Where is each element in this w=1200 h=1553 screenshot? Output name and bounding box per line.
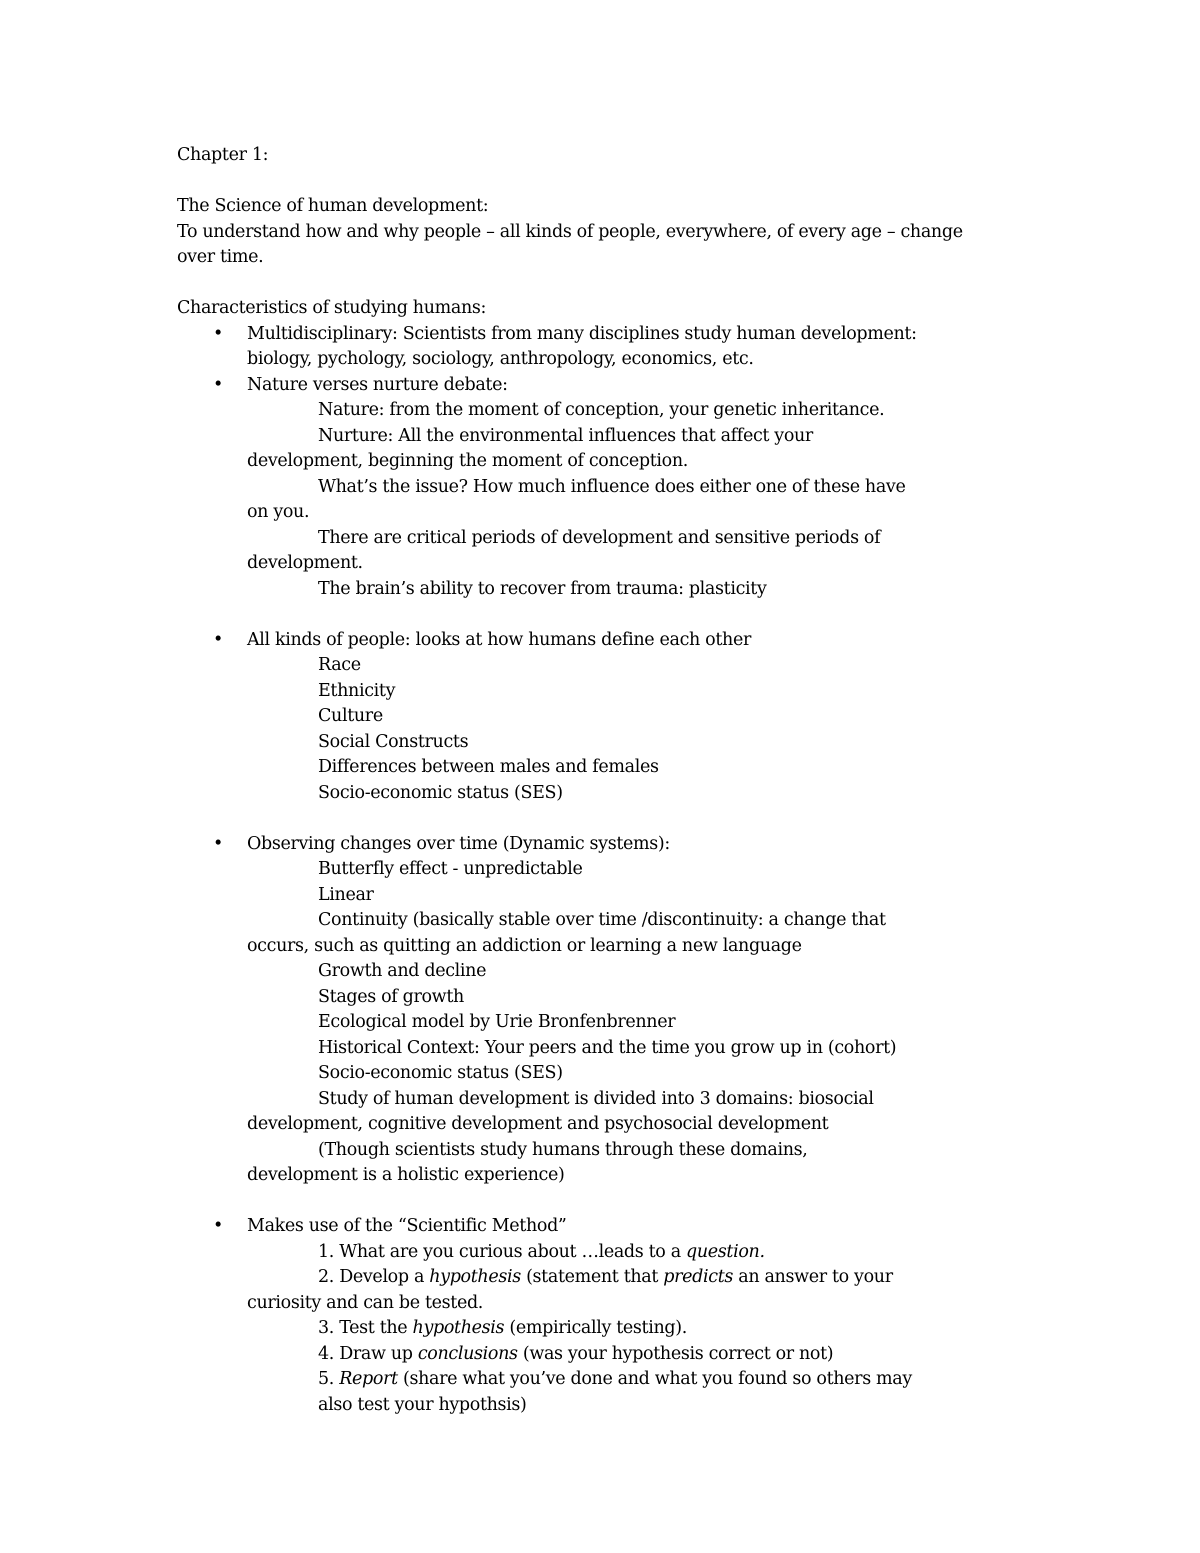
sub-item: (Though scientists study humans through these domains,	[318, 1139, 808, 1160]
method-step-3	[177, 1316, 1037, 1342]
step-text: 3. Test the	[318, 1318, 413, 1338]
step-text: (share what you’ve done and what you found so others may	[397, 1369, 912, 1389]
sub-item: Butterfly effect - unpredictable	[318, 859, 583, 879]
bullet-scientific-method	[177, 1214, 1037, 1240]
bullet-text: All kinds of people: looks at how humans define each other	[247, 629, 751, 650]
sub-item: Ethnicity	[318, 680, 396, 701]
continuation-line: also test your hypothsis)	[318, 1394, 527, 1415]
sub-item: Socio-economic status (SES)	[318, 782, 563, 803]
sub-item: Linear	[318, 884, 374, 905]
sub-item: Social Constructs	[318, 731, 469, 752]
method-step-5	[177, 1367, 1037, 1393]
step-text: 1. What are you curious about …leads to a	[318, 1241, 687, 1262]
step-text: 5.	[318, 1369, 340, 1389]
continuation-line: development, cognitive development and psychosocial development	[247, 1114, 829, 1134]
step-emphasis: conclusions	[417, 1343, 518, 1364]
step-emphasis: question.	[686, 1241, 765, 1262]
step-text: an answer to your	[733, 1267, 893, 1287]
sub-item: Socio-economic status (SES)	[318, 1063, 563, 1083]
bullet-multidisciplinary	[177, 322, 1037, 348]
sub-item: Nurture: All the environmental influences that affect your	[318, 425, 813, 446]
sub-item: Ecological model by Urie Bronfenbrenner	[318, 1012, 676, 1032]
continuation-line: on you.	[247, 502, 310, 522]
method-step-2	[177, 1265, 1037, 1291]
step-text: 2. Develop a	[318, 1267, 430, 1287]
step-emphasis: Report	[339, 1369, 398, 1389]
step-text: (was your hypothesis correct or not)	[517, 1343, 834, 1364]
definition-line: over time.	[177, 247, 264, 267]
sub-item: Growth and decline	[318, 961, 487, 981]
bullet-kinds-of-people	[177, 628, 1037, 654]
bullet-text: Observing changes over time (Dynamic systems):	[247, 833, 670, 854]
continuation-line: development.	[247, 553, 363, 573]
sub-item: There are critical periods of development and sensitive periods of	[318, 527, 881, 548]
bullet-nature-nurture	[177, 373, 1037, 399]
step-emphasis: predicts	[663, 1267, 734, 1287]
bullet-observing-changes	[177, 832, 1037, 858]
step-emphasis: hypothesis	[412, 1318, 505, 1338]
step-text: (empirically testing).	[504, 1318, 687, 1338]
sub-item: Race	[318, 655, 361, 675]
sub-item: The brain’s ability to recover from trauma: plasticity	[318, 578, 767, 599]
document-body	[177, 143, 1037, 1418]
continuation-line: curiosity and can be tested.	[247, 1292, 484, 1313]
sub-item: Stages of growth	[318, 986, 464, 1007]
continuation-line: biology, pychology, sociology, anthropology, economics, etc.	[247, 349, 754, 369]
sub-item: Nature: from the moment of conception, your genetic inheritance.	[318, 400, 885, 420]
bullet-dot: •	[213, 374, 223, 395]
bullet-dot: •	[213, 833, 223, 854]
continuation-line: development is a holistic experience)	[247, 1165, 565, 1185]
sub-item: Differences between males and females	[318, 757, 659, 777]
bullet-text: Multidisciplinary: Scientists from many disciplines study human development:	[247, 323, 917, 344]
continuation-line: occurs, such as quitting an addiction or learning a new language	[247, 935, 802, 956]
bullet-dot: •	[213, 629, 223, 650]
method-step-4	[177, 1342, 1037, 1368]
section-heading-science: The Science of human development:	[177, 196, 489, 216]
bullet-dot: •	[213, 323, 223, 344]
sub-item: What’s the issue? How much influence does either one of these have	[318, 476, 906, 497]
bullet-text: Nature verses nurture debate:	[247, 374, 508, 395]
step-text: (statement that	[520, 1267, 664, 1287]
sub-item: Continuity (basically stable over time /discontinuity: a change that	[318, 910, 886, 930]
bullet-text: Makes use of the “Scientific Method”	[247, 1216, 567, 1236]
sub-item: Historical Context: Your peers and the time you grow up in (cohort)	[318, 1037, 897, 1058]
step-emphasis: hypothesis	[429, 1267, 521, 1287]
continuation-line: development, beginning the moment of conception.	[247, 451, 688, 471]
method-step-1	[177, 1240, 1037, 1266]
sub-item: Study of human development is divided into 3 domains: biosocial	[318, 1088, 874, 1109]
step-text: 4. Draw up	[318, 1343, 418, 1364]
section-heading-characteristics: Characteristics of studying humans:	[177, 298, 487, 318]
bullet-dot: •	[213, 1216, 223, 1236]
chapter-title: Chapter 1:	[177, 145, 269, 165]
definition-line: To understand how and why people – all kinds of people, everywhere, of every age – change	[177, 221, 963, 242]
sub-item: Culture	[318, 706, 383, 726]
